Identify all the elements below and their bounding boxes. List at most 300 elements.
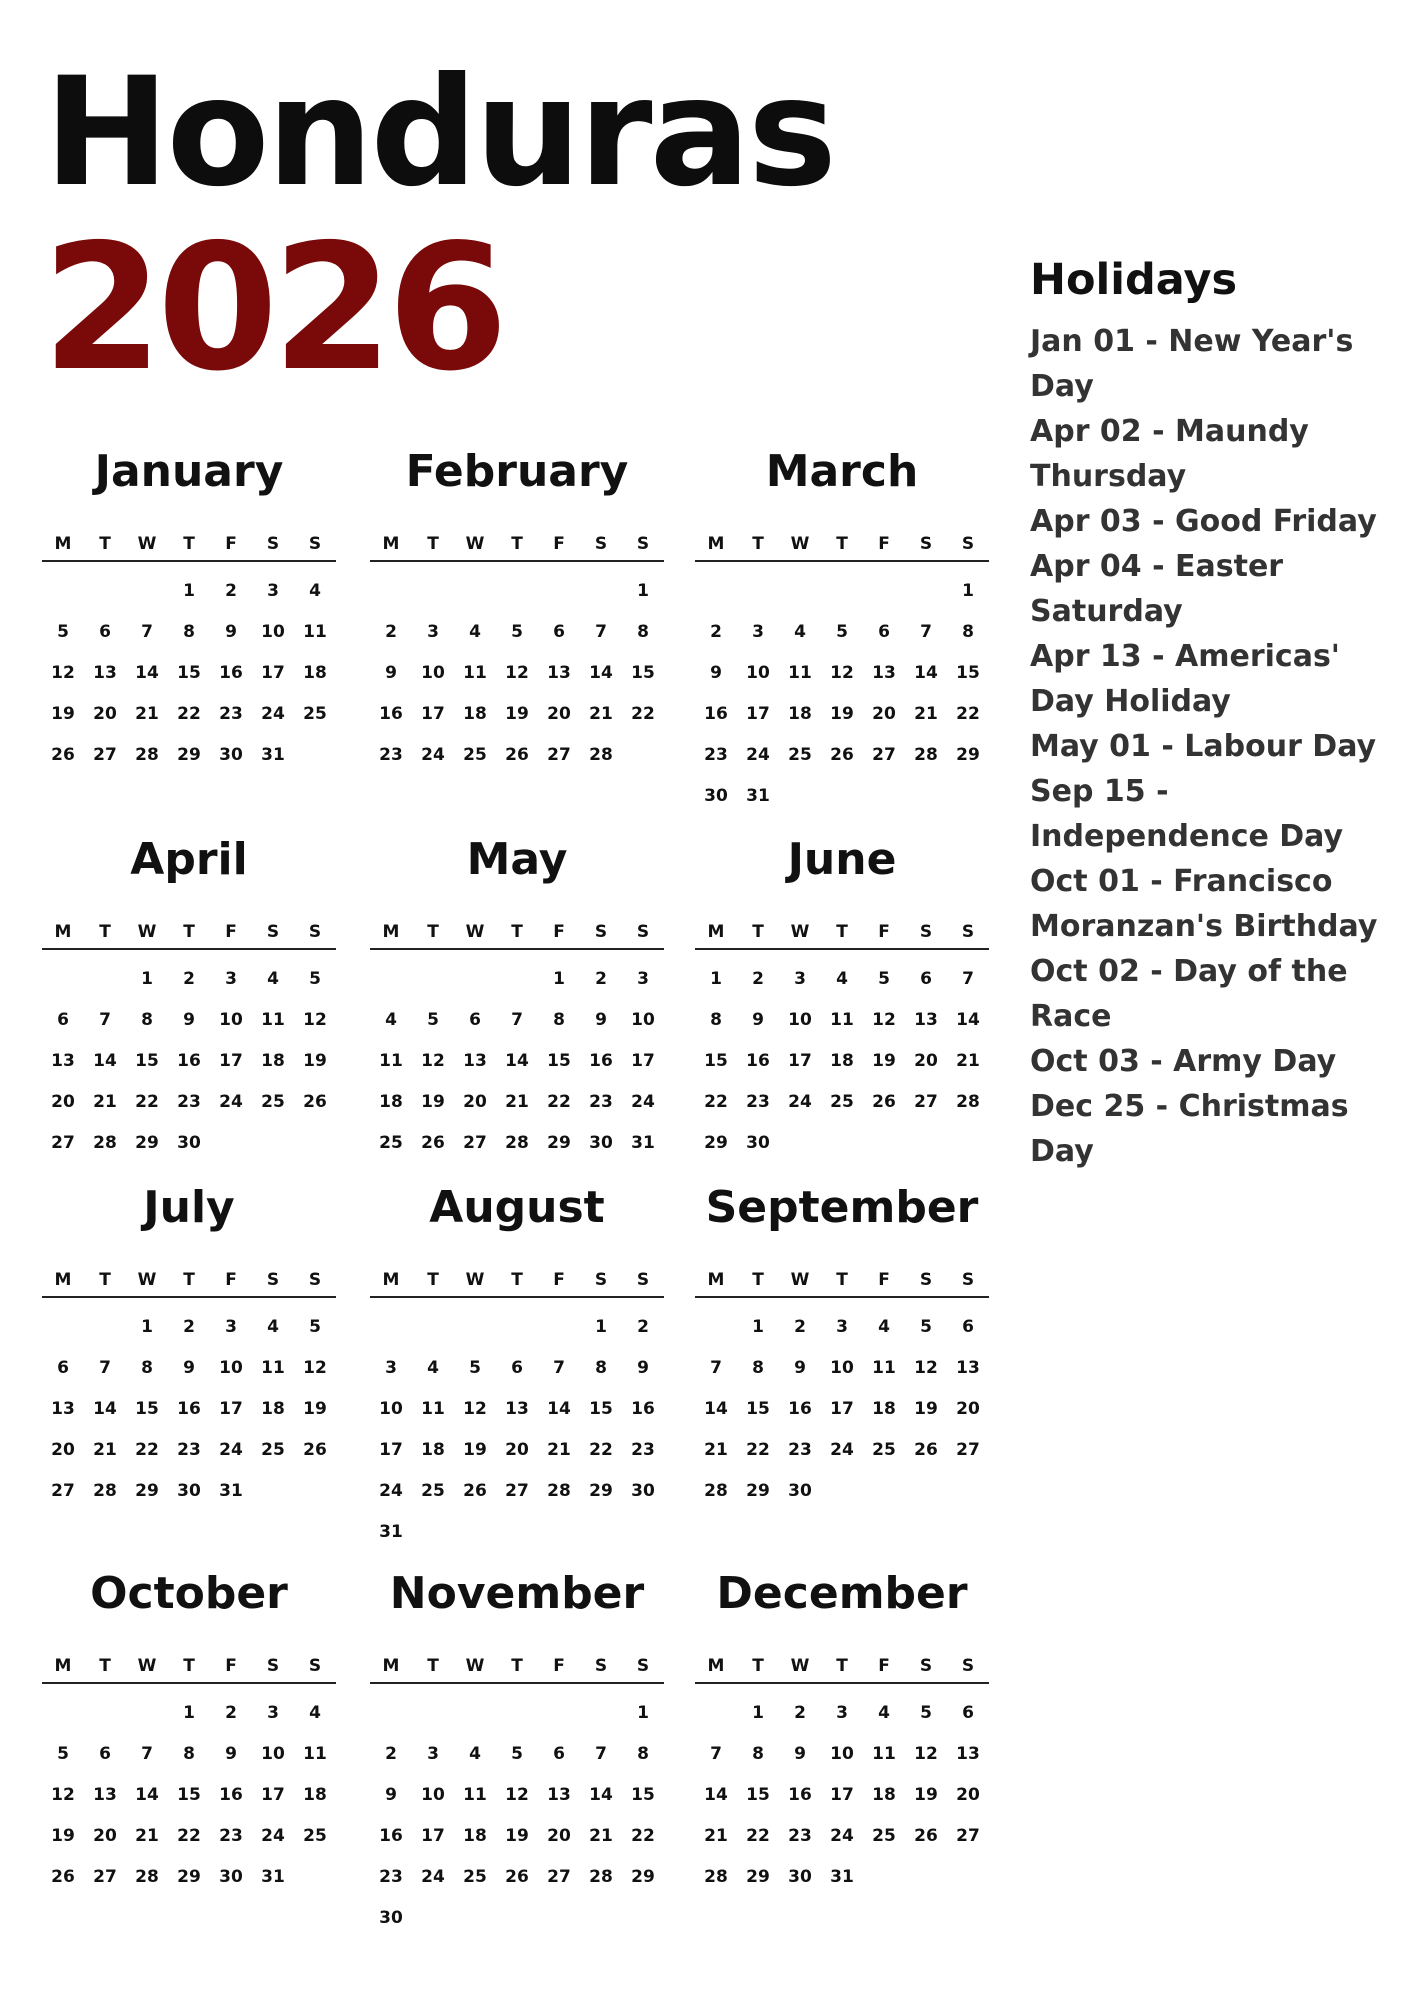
day-cell: 25 <box>303 703 327 724</box>
week-row <box>370 1897 664 1938</box>
weekday-label: M <box>382 922 400 942</box>
day-cell: 25 <box>788 744 812 765</box>
weekday-label: M <box>54 922 72 942</box>
weekday-label: F <box>878 1656 890 1676</box>
weekday-label: T <box>427 1270 439 1290</box>
week-row <box>695 652 989 693</box>
day-cell: 21 <box>704 1825 728 1846</box>
day-cell: 29 <box>135 1132 159 1153</box>
day-cell: 17 <box>631 1050 655 1071</box>
month-days <box>695 1692 989 1897</box>
week-row <box>370 570 664 611</box>
day-cell: 2 <box>183 968 195 989</box>
day-cell: 18 <box>830 1050 854 1071</box>
day-cell: 30 <box>219 1866 243 1887</box>
day-cell: 5 <box>920 1702 932 1723</box>
day-cell: 23 <box>219 1825 243 1846</box>
day-cell: 20 <box>51 1439 75 1460</box>
day-cell: 16 <box>177 1398 201 1419</box>
day-cell: 18 <box>788 703 812 724</box>
month-name: December <box>716 1568 968 1619</box>
weekday-label: F <box>553 1656 565 1676</box>
month-days <box>370 570 664 775</box>
weekday-label: F <box>553 534 565 554</box>
month-name: November <box>389 1568 645 1619</box>
weekday-label: S <box>308 1270 322 1290</box>
day-cell: 12 <box>51 662 75 683</box>
weekday-label: S <box>266 922 280 942</box>
day-cell: 29 <box>177 1866 201 1887</box>
day-cell: 9 <box>225 621 237 642</box>
week-row <box>370 1815 664 1856</box>
day-cell: 12 <box>830 662 854 683</box>
week-row <box>695 1733 989 1774</box>
week-row <box>370 999 664 1040</box>
day-cell: 12 <box>421 1050 445 1071</box>
weekday-label: F <box>878 922 890 942</box>
day-cell: 10 <box>830 1357 854 1378</box>
day-cell: 9 <box>385 1784 397 1805</box>
day-cell: 2 <box>385 621 397 642</box>
day-cell: 24 <box>746 744 770 765</box>
holiday-item: Oct 03 - Army Day <box>1030 1043 1337 1079</box>
holiday-item: Apr 04 - Easter Saturday <box>1030 548 1284 629</box>
day-cell: 5 <box>427 1009 439 1030</box>
day-cell: 30 <box>704 785 728 806</box>
day-cell: 8 <box>752 1743 764 1764</box>
weekday-label: S <box>594 534 608 554</box>
day-cell: 17 <box>421 1825 445 1846</box>
day-cell: 21 <box>589 703 613 724</box>
weekday-header <box>695 518 989 562</box>
month-days <box>42 958 336 1163</box>
weekday-label: T <box>511 534 523 554</box>
week-row <box>42 1081 336 1122</box>
month-days <box>695 570 989 816</box>
day-cell: 10 <box>219 1009 243 1030</box>
weekday-label: T <box>511 922 523 942</box>
day-cell: 23 <box>788 1825 812 1846</box>
day-cell: 31 <box>261 1866 285 1887</box>
day-cell: 27 <box>956 1825 980 1846</box>
week-row <box>42 1347 336 1388</box>
weekday-label: F <box>878 534 890 554</box>
day-cell: 14 <box>93 1050 117 1071</box>
day-cell: 8 <box>553 1009 565 1030</box>
day-cell: 29 <box>746 1480 770 1501</box>
day-cell: 13 <box>872 662 896 683</box>
day-cell: 1 <box>752 1316 764 1337</box>
week-row <box>370 1388 664 1429</box>
day-cell: 1 <box>183 1702 195 1723</box>
weekday-label: F <box>225 1270 237 1290</box>
weekday-label: S <box>594 922 608 942</box>
day-cell: 3 <box>427 621 439 642</box>
day-cell: 16 <box>379 1825 403 1846</box>
month-name: May <box>466 834 568 885</box>
month-days <box>695 958 989 1163</box>
day-cell: 25 <box>872 1825 896 1846</box>
day-cell: 23 <box>788 1439 812 1460</box>
day-cell: 12 <box>463 1398 487 1419</box>
day-cell: 6 <box>920 968 932 989</box>
day-cell: 23 <box>177 1091 201 1112</box>
month-october <box>42 1560 336 1920</box>
week-row <box>695 958 989 999</box>
day-cell: 19 <box>51 703 75 724</box>
weekday-label: W <box>137 922 157 942</box>
weekday-label: S <box>636 534 650 554</box>
day-cell: 9 <box>710 662 722 683</box>
day-cell: 21 <box>93 1091 117 1112</box>
day-cell: 24 <box>830 1825 854 1846</box>
day-cell: 4 <box>878 1316 890 1337</box>
day-cell: 1 <box>752 1702 764 1723</box>
day-cell: 3 <box>267 580 279 601</box>
day-cell: 19 <box>421 1091 445 1112</box>
day-cell: 11 <box>463 1784 487 1805</box>
day-cell: 8 <box>183 621 195 642</box>
day-cell: 5 <box>57 621 69 642</box>
weekday-label: M <box>382 1656 400 1676</box>
month-name: June <box>787 834 897 885</box>
weekday-label: S <box>266 534 280 554</box>
day-cell: 25 <box>830 1091 854 1112</box>
day-cell: 17 <box>219 1398 243 1419</box>
day-cell: 10 <box>261 1743 285 1764</box>
week-row <box>370 1347 664 1388</box>
day-cell: 14 <box>93 1398 117 1419</box>
weekday-header <box>370 1640 664 1684</box>
day-cell: 30 <box>589 1132 613 1153</box>
day-cell: 20 <box>872 703 896 724</box>
month-days <box>42 570 336 775</box>
day-cell: 11 <box>872 1743 896 1764</box>
day-cell: 9 <box>794 1743 806 1764</box>
day-cell: 20 <box>93 1825 117 1846</box>
day-cell: 29 <box>135 1480 159 1501</box>
day-cell: 1 <box>141 968 153 989</box>
week-row <box>695 1470 989 1511</box>
day-cell: 7 <box>141 621 153 642</box>
day-cell: 20 <box>914 1050 938 1071</box>
month-name: April <box>130 834 248 885</box>
country-title: Honduras <box>44 46 835 220</box>
month-january <box>42 438 336 798</box>
day-cell: 7 <box>710 1357 722 1378</box>
month-april <box>42 826 336 1186</box>
day-cell: 5 <box>469 1357 481 1378</box>
day-cell: 15 <box>135 1050 159 1071</box>
day-cell: 7 <box>99 1357 111 1378</box>
day-cell: 7 <box>141 1743 153 1764</box>
day-cell: 25 <box>261 1439 285 1460</box>
day-cell: 15 <box>589 1398 613 1419</box>
week-row <box>42 1470 336 1511</box>
month-november <box>370 1560 664 1928</box>
day-cell: 27 <box>547 1866 571 1887</box>
day-cell: 20 <box>547 703 571 724</box>
day-cell: 29 <box>589 1480 613 1501</box>
weekday-label: T <box>99 534 111 554</box>
day-cell: 11 <box>303 621 327 642</box>
day-cell: 26 <box>51 744 75 765</box>
day-cell: 15 <box>746 1398 770 1419</box>
weekday-label: M <box>54 534 72 554</box>
day-cell: 27 <box>956 1439 980 1460</box>
week-row <box>370 611 664 652</box>
day-cell: 19 <box>914 1398 938 1419</box>
day-cell: 7 <box>99 1009 111 1030</box>
day-cell: 22 <box>589 1439 613 1460</box>
weekday-label: S <box>919 534 933 554</box>
weekday-header <box>695 1254 989 1298</box>
day-cell: 28 <box>547 1480 571 1501</box>
day-cell: 13 <box>51 1050 75 1071</box>
day-cell: 5 <box>836 621 848 642</box>
week-row <box>370 734 664 775</box>
day-cell: 26 <box>505 744 529 765</box>
day-cell: 11 <box>261 1357 285 1378</box>
day-cell: 2 <box>183 1316 195 1337</box>
day-cell: 22 <box>746 1439 770 1460</box>
day-cell: 18 <box>303 1784 327 1805</box>
day-cell: 19 <box>303 1398 327 1419</box>
week-row <box>370 1692 664 1733</box>
day-cell: 20 <box>93 703 117 724</box>
day-cell: 20 <box>51 1091 75 1112</box>
day-cell: 30 <box>219 744 243 765</box>
day-cell: 23 <box>704 744 728 765</box>
day-cell: 10 <box>746 662 770 683</box>
weekday-label: S <box>636 1656 650 1676</box>
day-cell: 24 <box>830 1439 854 1460</box>
week-row <box>42 1774 336 1815</box>
weekday-label: T <box>183 922 195 942</box>
day-cell: 12 <box>505 1784 529 1805</box>
day-cell: 18 <box>261 1398 285 1419</box>
day-cell: 21 <box>135 1825 159 1846</box>
day-cell: 3 <box>225 968 237 989</box>
day-cell: 18 <box>379 1091 403 1112</box>
weekday-label: T <box>183 1270 195 1290</box>
weekday-label: M <box>707 1656 725 1676</box>
weekday-label: M <box>707 922 725 942</box>
day-cell: 10 <box>830 1743 854 1764</box>
day-cell: 24 <box>421 744 445 765</box>
week-row <box>695 570 989 611</box>
day-cell: 18 <box>421 1439 445 1460</box>
day-cell: 6 <box>878 621 890 642</box>
day-cell: 25 <box>261 1091 285 1112</box>
day-cell: 20 <box>956 1398 980 1419</box>
day-cell: 25 <box>303 1825 327 1846</box>
day-cell: 12 <box>303 1009 327 1030</box>
day-cell: 2 <box>752 968 764 989</box>
month-name: September <box>705 1182 979 1233</box>
day-cell: 31 <box>830 1866 854 1887</box>
day-cell: 16 <box>704 703 728 724</box>
weekday-label: T <box>836 1656 848 1676</box>
day-cell: 3 <box>836 1316 848 1337</box>
day-cell: 8 <box>141 1357 153 1378</box>
holiday-item: Jan 01 - New Year's Day <box>1030 323 1354 404</box>
day-cell: 22 <box>631 1825 655 1846</box>
day-cell: 27 <box>463 1132 487 1153</box>
day-cell: 2 <box>794 1316 806 1337</box>
weekday-label: F <box>225 1656 237 1676</box>
day-cell: 18 <box>463 703 487 724</box>
week-row <box>42 652 336 693</box>
day-cell: 9 <box>595 1009 607 1030</box>
day-cell: 4 <box>267 968 279 989</box>
day-cell: 31 <box>261 744 285 765</box>
day-cell: 19 <box>303 1050 327 1071</box>
day-cell: 8 <box>752 1357 764 1378</box>
week-row <box>370 958 664 999</box>
day-cell: 6 <box>511 1357 523 1378</box>
day-cell: 4 <box>836 968 848 989</box>
day-cell: 28 <box>914 744 938 765</box>
day-cell: 16 <box>788 1398 812 1419</box>
day-cell: 7 <box>962 968 974 989</box>
day-cell: 15 <box>631 1784 655 1805</box>
day-cell: 1 <box>962 580 974 601</box>
week-row <box>42 1122 336 1163</box>
day-cell: 21 <box>704 1439 728 1460</box>
holiday-item: Oct 02 - Day of the Race <box>1030 953 1348 1034</box>
day-cell: 12 <box>872 1009 896 1030</box>
week-row <box>370 1306 664 1347</box>
weekday-label: S <box>308 1656 322 1676</box>
weekday-label: W <box>465 1656 485 1676</box>
day-cell: 6 <box>99 621 111 642</box>
day-cell: 28 <box>93 1480 117 1501</box>
week-row <box>42 1388 336 1429</box>
day-cell: 2 <box>710 621 722 642</box>
day-cell: 11 <box>379 1050 403 1071</box>
day-cell: 17 <box>746 703 770 724</box>
day-cell: 29 <box>631 1866 655 1887</box>
month-days <box>370 1306 664 1552</box>
day-cell: 10 <box>421 662 445 683</box>
weekday-label: S <box>594 1270 608 1290</box>
day-cell: 22 <box>746 1825 770 1846</box>
week-row <box>695 1429 989 1470</box>
weekday-label: T <box>752 1270 764 1290</box>
weekday-label: S <box>266 1270 280 1290</box>
day-cell: 7 <box>595 1743 607 1764</box>
day-cell: 23 <box>379 1866 403 1887</box>
week-row <box>42 1692 336 1733</box>
day-cell: 16 <box>219 1784 243 1805</box>
day-cell: 23 <box>746 1091 770 1112</box>
day-cell: 7 <box>511 1009 523 1030</box>
day-cell: 6 <box>962 1316 974 1337</box>
day-cell: 13 <box>505 1398 529 1419</box>
day-cell: 15 <box>631 662 655 683</box>
week-row <box>695 611 989 652</box>
week-row <box>42 1733 336 1774</box>
day-cell: 5 <box>920 1316 932 1337</box>
day-cell: 17 <box>261 1784 285 1805</box>
day-cell: 2 <box>225 1702 237 1723</box>
day-cell: 24 <box>379 1480 403 1501</box>
day-cell: 23 <box>631 1439 655 1460</box>
day-cell: 24 <box>421 1866 445 1887</box>
week-row <box>695 1122 989 1163</box>
weekday-label: T <box>511 1270 523 1290</box>
weekday-label: T <box>511 1656 523 1676</box>
day-cell: 6 <box>962 1702 974 1723</box>
day-cell: 27 <box>51 1480 75 1501</box>
day-cell: 5 <box>309 1316 321 1337</box>
weekday-label: W <box>465 922 485 942</box>
day-cell: 9 <box>385 662 397 683</box>
week-row <box>370 652 664 693</box>
week-row <box>370 1429 664 1470</box>
day-cell: 17 <box>261 662 285 683</box>
day-cell: 14 <box>505 1050 529 1071</box>
day-cell: 14 <box>589 662 613 683</box>
day-cell: 16 <box>589 1050 613 1071</box>
day-cell: 27 <box>505 1480 529 1501</box>
month-february <box>370 438 664 798</box>
month-days <box>42 1306 336 1511</box>
weekday-label: W <box>137 534 157 554</box>
holiday-item: Apr 03 - Good Friday <box>1030 503 1377 539</box>
weekday-label: F <box>225 922 237 942</box>
day-cell: 1 <box>637 580 649 601</box>
day-cell: 5 <box>309 968 321 989</box>
weekday-label: S <box>636 1270 650 1290</box>
day-cell: 14 <box>135 1784 159 1805</box>
weekday-label: W <box>790 1270 810 1290</box>
day-cell: 26 <box>872 1091 896 1112</box>
weekday-label: W <box>465 1270 485 1290</box>
week-row <box>42 1815 336 1856</box>
day-cell: 13 <box>463 1050 487 1071</box>
weekday-label: S <box>919 1656 933 1676</box>
day-cell: 23 <box>219 703 243 724</box>
day-cell: 14 <box>704 1398 728 1419</box>
day-cell: 9 <box>752 1009 764 1030</box>
weekday-label: S <box>961 1270 975 1290</box>
day-cell: 13 <box>93 662 117 683</box>
week-row <box>370 1856 664 1897</box>
weekday-label: T <box>752 922 764 942</box>
day-cell: 21 <box>547 1439 571 1460</box>
day-cell: 19 <box>463 1439 487 1460</box>
day-cell: 26 <box>463 1480 487 1501</box>
day-cell: 3 <box>836 1702 848 1723</box>
day-cell: 18 <box>303 662 327 683</box>
day-cell: 3 <box>794 968 806 989</box>
holiday-item: Sep 15 - Independence Day <box>1030 773 1344 854</box>
weekday-label: S <box>961 534 975 554</box>
day-cell: 8 <box>595 1357 607 1378</box>
weekday-label: S <box>919 922 933 942</box>
day-cell: 10 <box>261 621 285 642</box>
week-row <box>370 1774 664 1815</box>
week-row <box>370 693 664 734</box>
weekday-label: S <box>266 1656 280 1676</box>
day-cell: 11 <box>872 1357 896 1378</box>
day-cell: 3 <box>267 1702 279 1723</box>
month-days <box>370 958 664 1163</box>
day-cell: 15 <box>547 1050 571 1071</box>
day-cell: 6 <box>57 1009 69 1030</box>
